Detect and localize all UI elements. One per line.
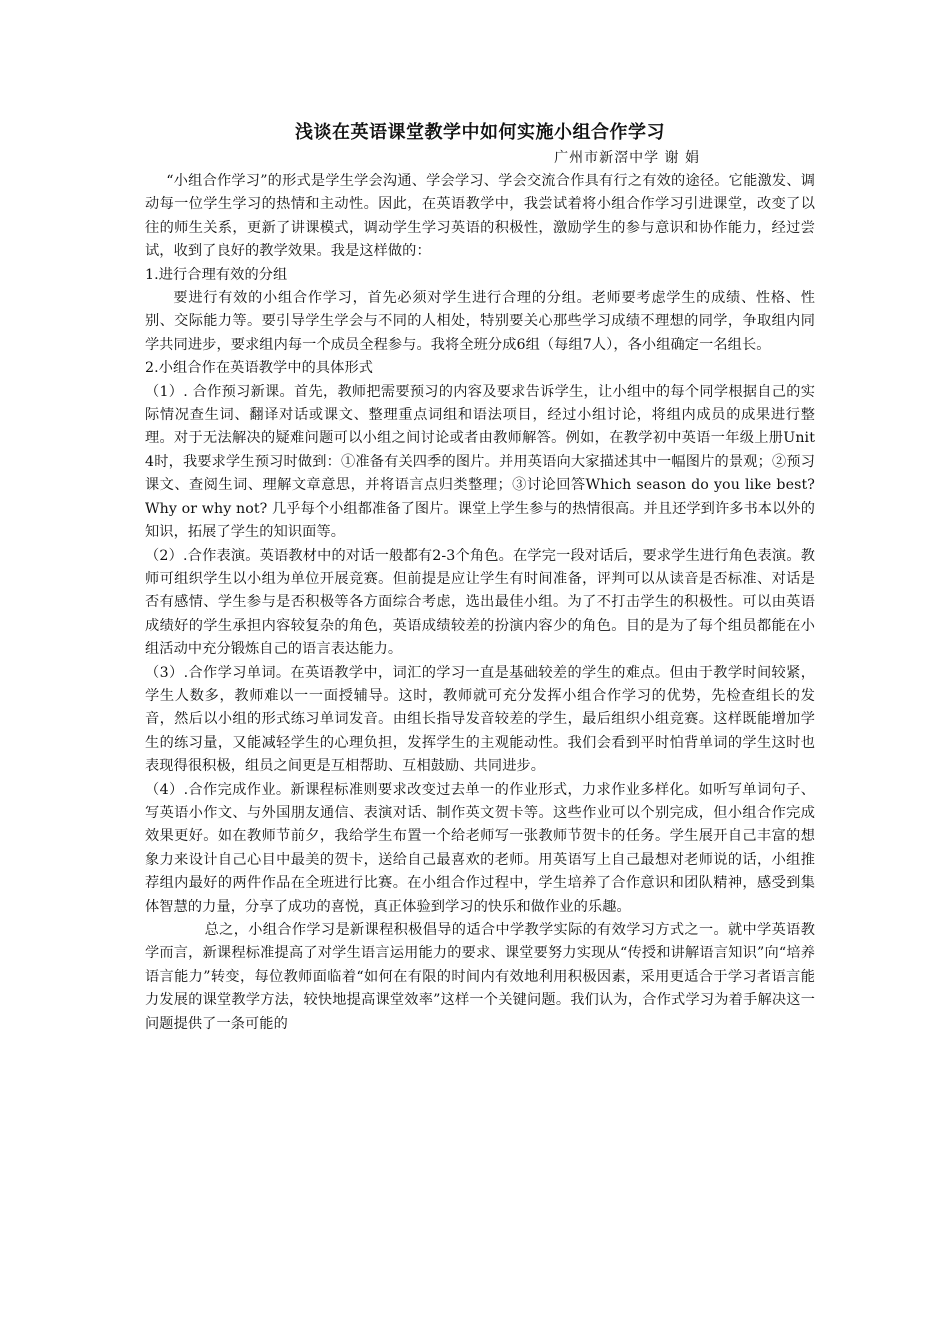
conclusion-paragraph: 总之，小组合作学习是新课程积极倡导的适合中学教学实际的有效学习方式之一。就中学英语教学而言，新课程标准提高了对学生语言运用能力的要求、课堂要努力实现从“传授和讲解语言知识”向“培养语言能力”转变，每位教师面临着“如何在有限的时间内有效地利用积极因素，采用更适合于学习者语言能力发展的课堂教学方法，较快地提高课堂效率”这样一个关键问题。我们认为，合作式学习为着手解决这一问题提供了一条可能的 bbox=[145, 922, 815, 1032]
document-page bbox=[145, 120, 815, 1036]
intro-paragraph: “小组合作学习”的形式是学生学会沟通、学会学习、学会交流合作具有行之有效的途径。它能激发、调动每一位学生学习的热情和主动性。因此，在英语教学中，我尝试着将小组合作学习引进课堂，改变了以往的师生关系，更新了讲课模式，调动学生学习英语的积极性，激励学生的参与意识和协作能力，经过尝试，收到了良好的教学效果。我是这样做的： bbox=[145, 173, 815, 260]
form-2-paragraph: （2）.合作表演。英语教材中的对话一般都有2-3个角色。在学完一段对话后，要求学生进行角色表演。教师可组织学生以小组为单位开展竞赛。但前提是应让学生有时间准备，评判可以从读音是否标准、对话是否有感情、学生参与是否积极等各方面综合考虑，选出最佳小组。为了不打击学生的积极性。可以由英语成绩好的学生承担内容较复杂的角色，英语成绩较差的扮演内容少的角色。目的是为了每个组员都能在小组活动中充分锻炼自己的语言表达能力。 bbox=[145, 547, 815, 658]
author-line: 广州市新滘中学 谢 娟 bbox=[554, 150, 700, 166]
section-heading-2: 2.小组合作在英语教学中的具体形式 bbox=[145, 360, 374, 377]
form-3-paragraph: （3）.合作学习单词。在英语教学中，词汇的学习一直是基础较差的学生的难点。但由于教学时间较紧，学生人数多，教师难以一一面授辅导。这时，教师就可充分发挥小组合作学习的优势，先检查组长的发音，然后以小组的形式练习单词发音。由组长指导发音较差的学生，最后组织小组竞赛。这样既能增加学生的练习量，又能减轻学生的心理负担，发挥学生的主观能动性。我们会看到平时怕背单词的学生这时也表现得很积极，组员之间更是互相帮助、互相鼓励、共同进步。 bbox=[145, 664, 815, 775]
form-1-paragraph: （1）. 合作预习新课。首先，教师把需要预习的内容及要求告诉学生，让小组中的每个同学根据自己的实际情况查生词、翻译对话或课文、整理重点词组和语法项目，经过小组讨论，将组内成员的成果进行整理。对于无法解决的疑难问题可以小组之间讨论或者由教师解答。例如，在教学初中英语一年级上册Unit 4时，我要求学生预习时做到：①准备有关四季的图片。并用英语向大家描述其中一幅图片的景观；②预习课文、查阅生词、理解文章意思，并将语言点归类整理；③讨论回答Which season do you like best? Why or why not? 几乎每个小组都准备了图片。课堂上学生参与的热情很高。并且还学到许多书本以外的知识，拓展了学生的知识面等。 bbox=[145, 383, 815, 541]
grouping-paragraph: 要进行有效的小组合作学习，首先必须对学生进行合理的分组。老师要考虑学生的成绩、性格、性别、交际能力等。要引导学生学会与不同的人相处，特别要关心那些学习成绩不理想的同学，争取组内同学共同进步，要求组内每一个成员全程参与。我将全班分成6组（每组7人），各小组确定一名组长。 bbox=[145, 290, 815, 353]
document-title: 浅谈在英语课堂教学中如何实施小组合作学习 bbox=[295, 122, 665, 143]
form-4-paragraph: （4）.合作完成作业。新课程标准则要求改变过去单一的作业形式，力求作业多样化。如听写单词句子、写英语小作文、与外国朋友通信、表演对话、制作英文贺卡等。这些作业可以个别完成，但小组合作完成效果更好。如在教师节前夕，我给学生布置一个给老师写一张教师节贺卡的任务。学生展开自己丰富的想象力来设计自己心目中最美的贺卡，送给自己最喜欢的老师。用英语写上自己最想对老师说的话，小组推荐组内最好的两件作品在全班进行比赛。在小组合作过程中，学生培养了合作意识和团队精神，感受到集体智慧的力量，分享了成功的喜悦，真正体验到学习的快乐和做作业的乐趣。 bbox=[145, 781, 815, 915]
section-heading-1: 1.进行合理有效的分组 bbox=[145, 266, 288, 283]
